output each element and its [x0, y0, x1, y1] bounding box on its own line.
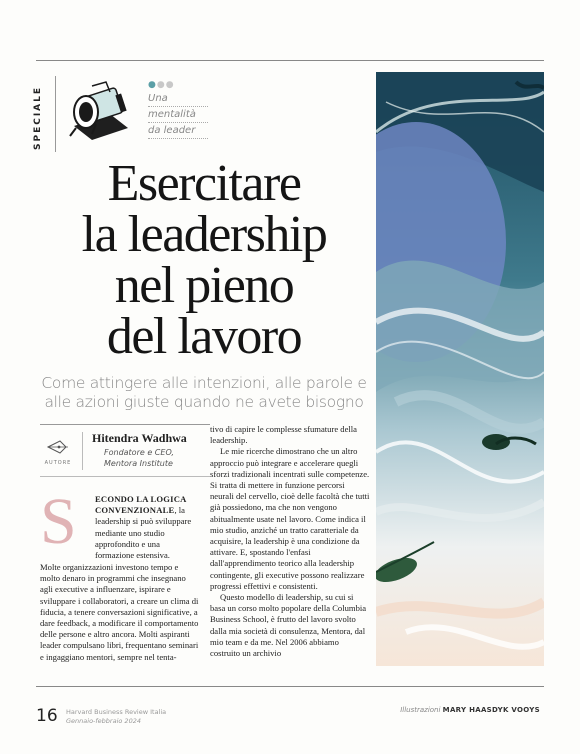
author-divider [82, 432, 83, 470]
progress-dots: ●●● [148, 80, 175, 90]
pen-nib-icon [46, 438, 70, 456]
abstract-illustration [376, 72, 544, 666]
author-role: Fondatore e CEO, Mentora Institute [104, 448, 174, 468]
author-label: AUTORE [44, 460, 72, 466]
illustration-credit: Illustrazioni MARY HAASDYK VOOYS [400, 706, 540, 714]
section-divider [55, 76, 56, 152]
section-label: SPECIALE [33, 85, 43, 150]
footer-rule [36, 686, 544, 687]
author-name: Hitendra Wadhwa [92, 431, 187, 445]
article-title: Esercitare la leadership nel pieno del lavoro [81, 155, 327, 365]
body-column-1: Molte organizzazioni investono tempo e molto denaro in programmi che insegnano agli executive a influenzare, ispirare e sviluppare i collaboratori, a creare un clima di fiducia, a tenere conversazioni significative, a dare feedback, a modificare il comportamento delle persone e altro ancora. Molti aspiranti leader compulsano libri, frequentano seminari e ingaggiano mentori, sempre nel tenta- [40, 562, 199, 662]
drop-cap: S [40, 485, 77, 558]
section-tagline: Una mentalità da leader [148, 91, 208, 139]
top-rule [36, 60, 544, 61]
author-bottom-rule [40, 476, 210, 477]
page-number: 16 [36, 706, 58, 726]
article-subtitle: Come attingere alle intenzioni, alle parole e alle azioni giuste quando ne avete bisogno [41, 374, 367, 411]
author-top-rule [40, 424, 210, 425]
spotlight-icon [62, 78, 132, 144]
publication-info: Harvard Business Review Italia Gennaio-febbraio 2024 [66, 708, 167, 725]
body-column-2: tivo di capire le complesse sfumature della leadership. Le mie ricerche dimostrano che un altro approccio può integrare e accelerare quegli sforzi tradizionali incentrati sulle competenze. Si tratta di mettere in funzione percorsi neurali del cervello, cioè delle facoltà che tutti già possiedono, ma che non vengono abitualmente usate nel lavoro. Come indica il mio studio, anziché un tratto caratteriale da acquisire, la leadership è una condizione da attivare. E, spostando l'enfasi dall'apprendimento teorico alla leadership contingente, gli executive possono realizzare progressi effettivi e consistenti. Questo modello di leadership, su cui si basa un corso molto popolare della Columbia Business School, è frutto del lavoro svolto dalla mia società di consulenza, Mentora, dal mio team e da me. Nel 2006 abbiamo costruito un archivio [210, 424, 370, 659]
lead-paragraph: ECONDO LA LOGICA CONVENZIONALE, la leadership si può sviluppare mediante uno studio approfondito e una formazione estensiva. [95, 494, 192, 561]
